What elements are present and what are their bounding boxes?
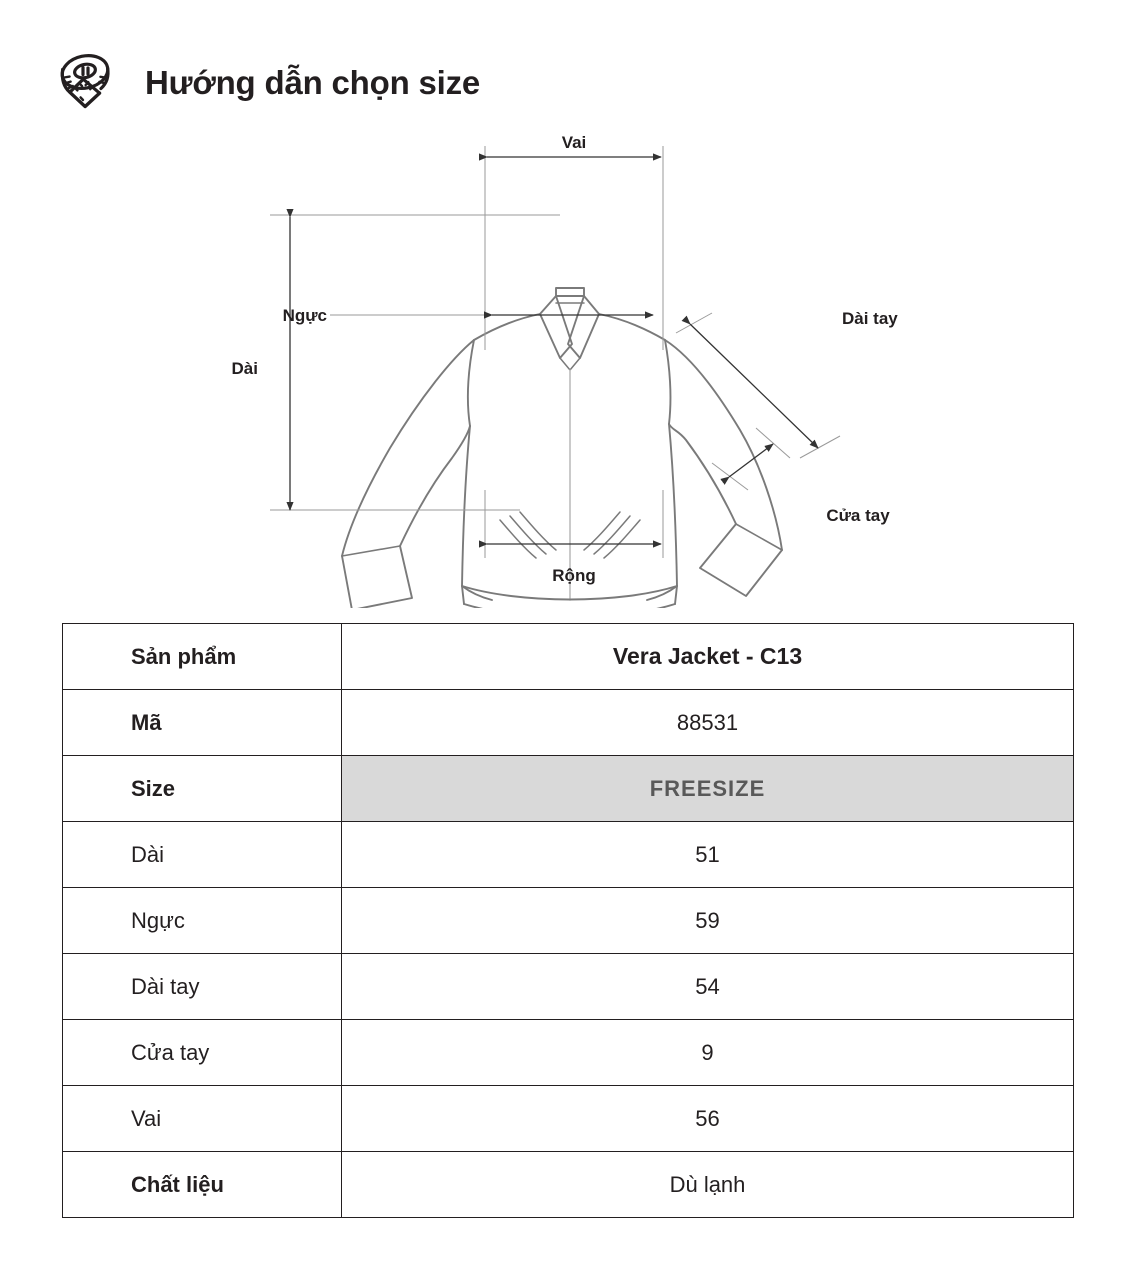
page-header <box>55 42 480 122</box>
table-row <box>63 624 1074 690</box>
diagram-label-length: Dài <box>231 359 258 378</box>
table-row <box>63 756 1074 822</box>
table-row <box>63 1086 1074 1152</box>
row-label-shoulder: Vai <box>63 1086 342 1152</box>
row-label-code: Mã <box>63 690 342 756</box>
row-label-sleeve: Dài tay <box>63 954 342 1020</box>
table-row <box>63 954 1074 1020</box>
diagram-label-cuff: Cửa tay <box>826 506 890 525</box>
diagram-label-width: Rộng <box>552 566 596 585</box>
row-value-sleeve: 54 <box>342 954 1074 1020</box>
row-value-chest: 59 <box>342 888 1074 954</box>
row-value-code: 88531 <box>342 690 1074 756</box>
table-row <box>63 1020 1074 1086</box>
row-label-chest: Ngực <box>63 888 342 954</box>
diagram-label-chest: Ngực <box>282 306 327 325</box>
diagram-label-shoulder: Vai <box>561 133 587 152</box>
row-value-length: 51 <box>342 822 1074 888</box>
dimension-line-sleeve <box>690 324 818 448</box>
diagram-label-sleeve: Dài tay <box>842 309 898 328</box>
row-label-product: Sản phẩm <box>63 624 342 690</box>
size-measurement-diagram <box>0 118 1139 608</box>
row-value-shoulder: 56 <box>342 1086 1074 1152</box>
table-row <box>63 822 1074 888</box>
row-value-cuff: 9 <box>342 1020 1074 1086</box>
row-label-length: Dài <box>63 822 342 888</box>
row-value-size: FREESIZE <box>342 756 1074 822</box>
table-row <box>63 690 1074 756</box>
row-label-material: Chất liệu <box>63 1152 342 1218</box>
table-row <box>63 888 1074 954</box>
row-value-product: Vera Jacket - C13 <box>342 624 1074 690</box>
row-value-material: Dù lạnh <box>342 1152 1074 1218</box>
measuring-tape-icon <box>55 49 121 115</box>
page-title: Hướng dẫn chọn size <box>145 63 481 101</box>
size-chart-table <box>62 623 1074 1218</box>
row-label-cuff: Cửa tay <box>63 1020 342 1086</box>
size-chart-body <box>63 624 1074 1218</box>
row-label-size: Size <box>63 756 342 822</box>
table-row <box>63 1152 1074 1218</box>
